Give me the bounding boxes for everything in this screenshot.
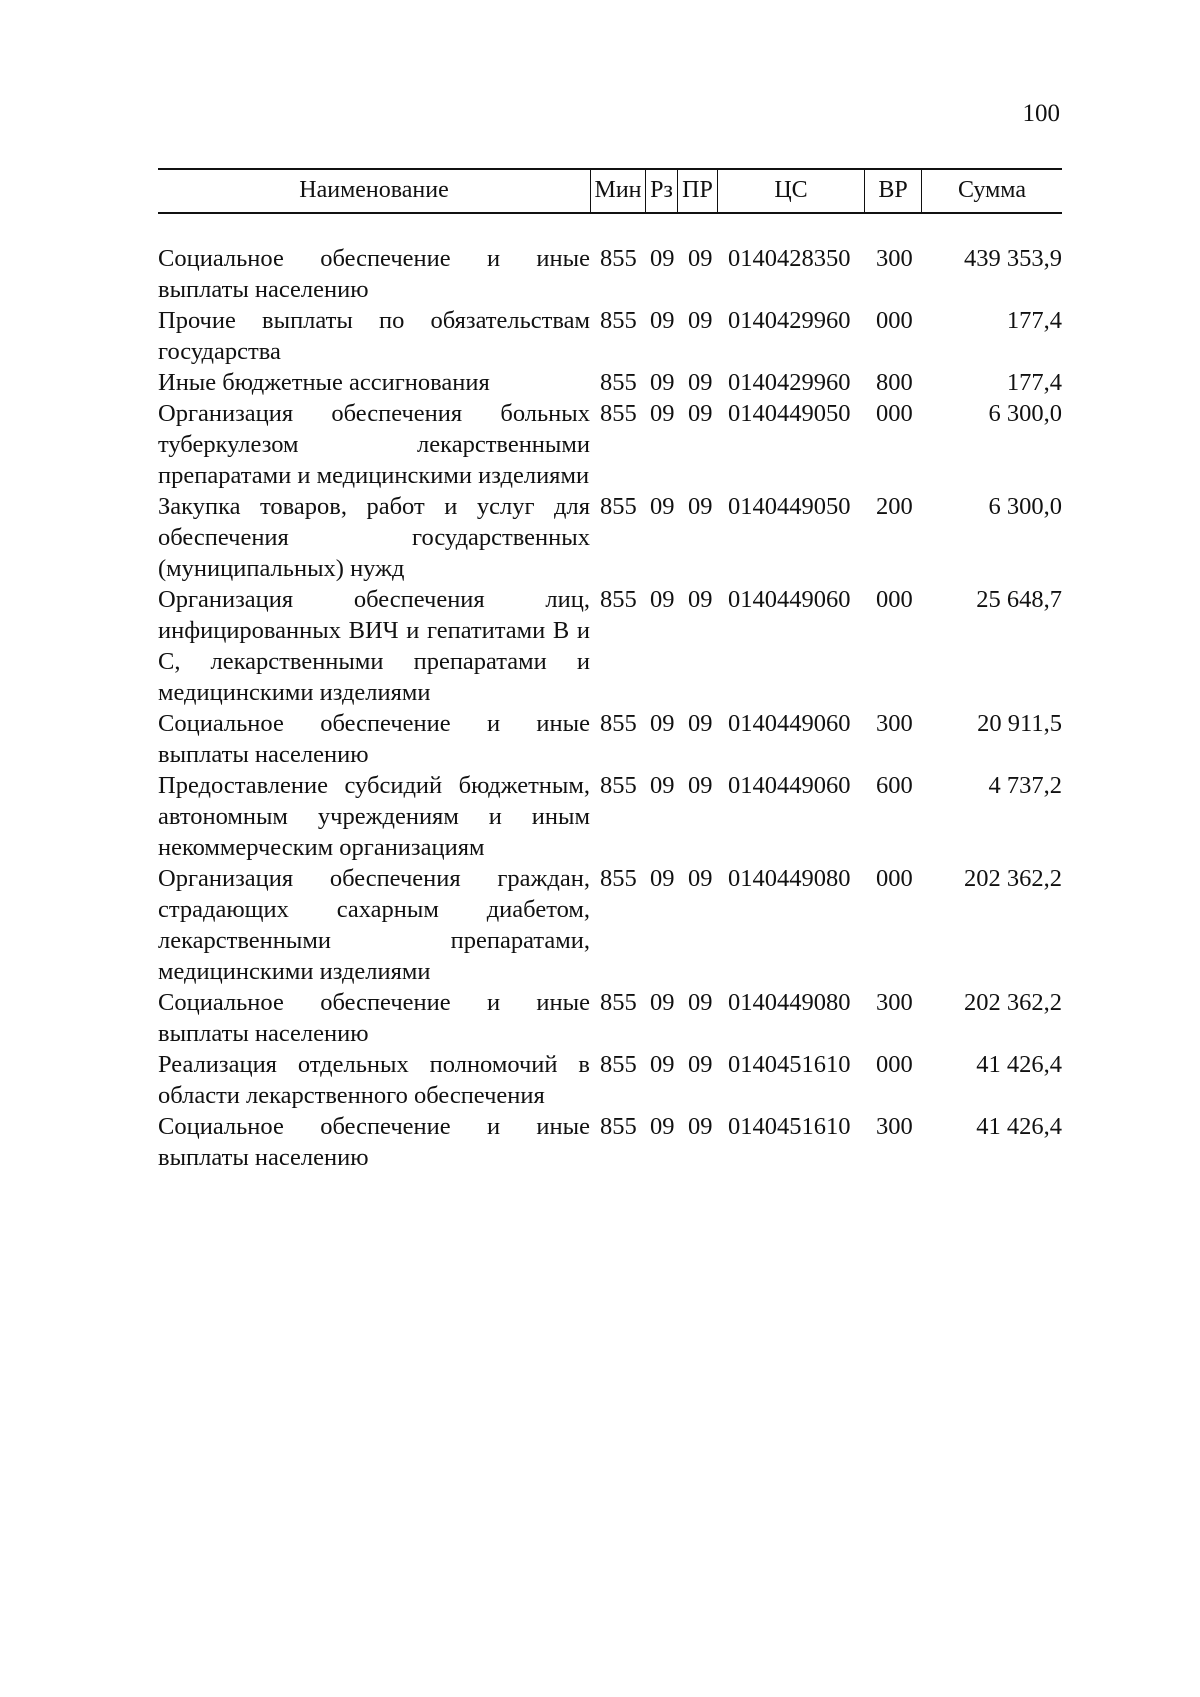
row-pr: 09 (688, 493, 713, 520)
row-rz: 09 (650, 865, 675, 892)
row-sum: 439 353,9 (964, 245, 1062, 272)
table-row (158, 1049, 1062, 1111)
row-name: Реализация отдельных полномочий в области лекарственного обеспечения (158, 1051, 590, 1109)
header-sum: Сумма (921, 169, 1062, 212)
row-cs: 0140451610 (728, 1113, 851, 1140)
row-name: Закупка товаров, работ и услуг для обеспечения государственных (муниципальных) нужд (158, 493, 590, 582)
table-row (158, 863, 1062, 987)
table-header (158, 169, 1062, 212)
row-cs: 0140449060 (728, 710, 851, 737)
row-min: 855 (600, 865, 637, 892)
row-pr: 09 (688, 865, 713, 892)
row-min: 855 (600, 586, 637, 613)
row-min: 855 (600, 772, 637, 799)
header-name: Наименование (299, 177, 449, 203)
row-cs: 0140449080 (728, 989, 851, 1016)
row-cs: 0140449080 (728, 865, 851, 892)
row-vr: 600 (876, 772, 913, 799)
row-rz: 09 (650, 772, 675, 799)
row-name: Социальное обеспечение и иные выплаты населению (158, 245, 590, 303)
row-cs: 0140451610 (728, 1051, 851, 1078)
page-number: 100 (1022, 100, 1060, 127)
row-cs: 0140449060 (728, 586, 851, 613)
row-codes (600, 770, 926, 801)
row-cs: 0140428350 (728, 245, 851, 272)
row-rz: 09 (650, 1051, 675, 1078)
table-row (158, 398, 1062, 491)
row-codes (600, 398, 926, 429)
row-sum: 4 737,2 (988, 772, 1062, 799)
row-rz: 09 (650, 369, 675, 396)
row-pr: 09 (688, 586, 713, 613)
row-name: Социальное обеспечение и иные выплаты населению (158, 710, 590, 768)
row-min: 855 (600, 1113, 637, 1140)
row-name: Иные бюджетные ассигнования (158, 369, 490, 396)
row-codes (600, 1049, 926, 1080)
row-vr: 000 (876, 400, 913, 427)
row-pr: 09 (688, 989, 713, 1016)
table-row (158, 770, 1062, 863)
row-codes (600, 987, 926, 1018)
table-row (158, 367, 1062, 398)
row-vr: 300 (876, 245, 913, 272)
row-codes (600, 863, 926, 894)
header-min: Мин (590, 169, 645, 212)
row-vr: 000 (876, 586, 913, 613)
row-sum: 41 426,4 (976, 1051, 1062, 1078)
row-vr: 200 (876, 493, 913, 520)
row-cs: 0140449060 (728, 772, 851, 799)
table-row (158, 584, 1062, 708)
row-codes (600, 243, 926, 274)
row-pr: 09 (688, 400, 713, 427)
row-cs: 0140449050 (728, 400, 851, 427)
header-rule-bottom (158, 212, 1062, 214)
table-row (158, 243, 1062, 305)
row-min: 855 (600, 400, 637, 427)
row-codes (600, 708, 926, 739)
header-rz: Рз (645, 169, 677, 212)
row-sum: 41 426,4 (976, 1113, 1062, 1140)
row-vr: 000 (876, 1051, 913, 1078)
table-row (158, 491, 1062, 584)
table-row (158, 305, 1062, 367)
row-min: 855 (600, 710, 637, 737)
row-codes (600, 584, 926, 615)
row-codes (600, 1111, 926, 1142)
row-codes (600, 491, 926, 522)
row-codes (600, 367, 926, 398)
row-name: Предоставление субсидий бюджетным, автономным учреждениям и иным некоммерческим организациям (158, 772, 590, 861)
row-name: Социальное обеспечение и иные выплаты населению (158, 989, 590, 1047)
row-rz: 09 (650, 245, 675, 272)
row-cs: 0140429960 (728, 307, 851, 334)
row-sum: 202 362,2 (964, 989, 1062, 1016)
row-sum: 25 648,7 (976, 586, 1062, 613)
row-min: 855 (600, 369, 637, 396)
row-sum: 202 362,2 (964, 865, 1062, 892)
row-rz: 09 (650, 493, 675, 520)
row-pr: 09 (688, 772, 713, 799)
row-vr: 300 (876, 989, 913, 1016)
row-min: 855 (600, 307, 637, 334)
header-pr: ПР (677, 169, 717, 212)
row-min: 855 (600, 989, 637, 1016)
row-rz: 09 (650, 307, 675, 334)
row-pr: 09 (688, 369, 713, 396)
row-vr: 300 (876, 710, 913, 737)
row-pr: 09 (688, 245, 713, 272)
row-sum: 20 911,5 (977, 710, 1062, 737)
row-pr: 09 (688, 1051, 713, 1078)
row-vr: 000 (876, 865, 913, 892)
row-vr: 000 (876, 307, 913, 334)
row-rz: 09 (650, 710, 675, 737)
row-name: Социальное обеспечение и иные выплаты населению (158, 1113, 590, 1171)
row-cs: 0140449050 (728, 493, 851, 520)
row-vr: 800 (876, 369, 913, 396)
row-rz: 09 (650, 989, 675, 1016)
table-row (158, 1111, 1062, 1173)
row-rz: 09 (650, 400, 675, 427)
row-sum: 6 300,0 (988, 400, 1062, 427)
row-name: Организация обеспечения граждан, страдающих сахарным диабетом, лекарственными препаратами, медицинскими изделиями (158, 865, 590, 985)
row-cs: 0140429960 (728, 369, 851, 396)
table-body (158, 243, 1062, 1173)
row-rz: 09 (650, 1113, 675, 1140)
table-row (158, 987, 1062, 1049)
header-vr: ВР (864, 169, 921, 212)
row-rz: 09 (650, 586, 675, 613)
row-name: Организация обеспечения лиц, инфицированных ВИЧ и гепатитами В и С, лекарственными препаратами и медицинскими изделиями (158, 586, 590, 706)
row-min: 855 (600, 1051, 637, 1078)
row-sum: 177,4 (1006, 369, 1062, 396)
row-min: 855 (600, 245, 637, 272)
row-min: 855 (600, 493, 637, 520)
row-sum: 177,4 (1006, 307, 1062, 334)
row-name: Организация обеспечения больных туберкулезом лекарственными препаратами и медицинскими изделиями (158, 400, 590, 489)
row-pr: 09 (688, 710, 713, 737)
row-codes (600, 305, 926, 336)
row-sum: 6 300,0 (988, 493, 1062, 520)
row-pr: 09 (688, 307, 713, 334)
header-cs: ЦС (717, 169, 864, 212)
row-vr: 300 (876, 1113, 913, 1140)
table-row (158, 708, 1062, 770)
row-name: Прочие выплаты по обязательствам государства (158, 307, 590, 365)
row-pr: 09 (688, 1113, 713, 1140)
